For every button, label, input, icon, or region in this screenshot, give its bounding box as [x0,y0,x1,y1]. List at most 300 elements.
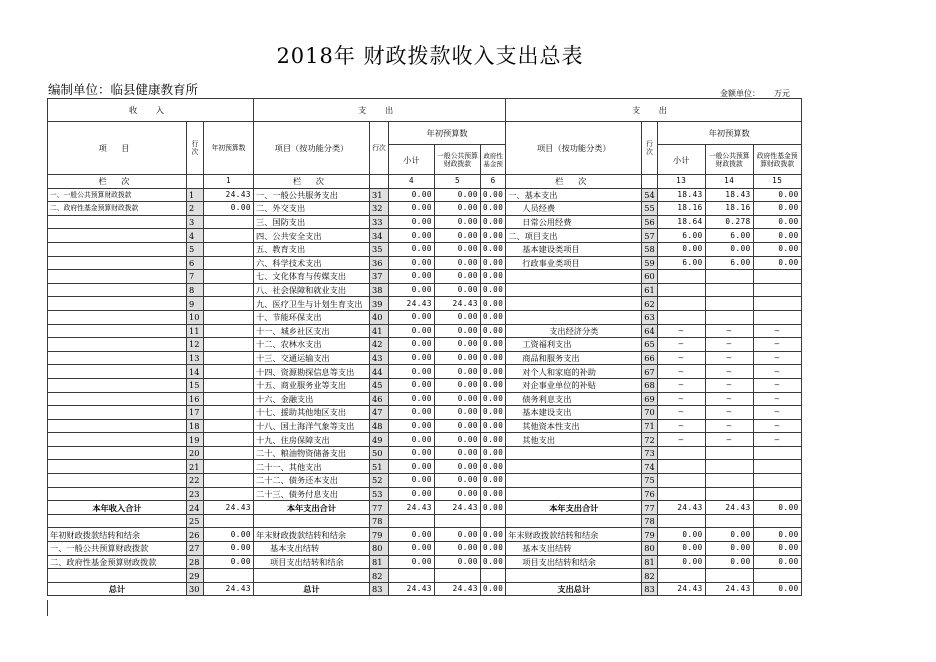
func-general: 24.43 [435,582,481,596]
econ-gov-fund [753,270,801,284]
lan-ci-label-3: 栏 次 [506,175,642,189]
econ-gov-fund: — [753,433,801,447]
econ-gov-fund [753,310,801,324]
general-public-header: 一般公共预算财政拨款 [435,145,481,175]
econ-expense-item: 基本建设支出 [506,406,642,420]
func-subtotal: 0.00 [389,460,435,474]
income-row-no: 5 [187,242,204,256]
func-expense-item: 基本支出结转 [254,542,370,556]
econ-row-no: 65 [642,338,657,352]
econ-subtotal: — [657,378,705,392]
func-general: 24.43 [435,297,481,311]
func-general: 0.00 [435,446,481,460]
income-item [48,338,187,352]
func-row-no: 48 [370,419,389,433]
func-subtotal: 0.00 [389,202,435,216]
econ-expense-item: 人员经费 [506,202,642,216]
col-number: 6 [481,175,506,189]
econ-gov-fund: 0.00 [753,528,801,542]
econ-expense-item [506,474,642,488]
income-item [48,433,187,447]
func-expense-item: 总计 [254,582,370,596]
econ-subtotal: 18.64 [657,215,705,229]
econ-subtotal: 24.43 [657,501,705,515]
econ-expense-item [506,460,642,474]
econ-expense-item: 工资福利支出 [506,338,642,352]
econ-general [705,487,753,501]
econ-row-no: 66 [642,351,657,365]
table-row [48,582,802,596]
func-general: 0.00 [435,283,481,297]
func-gov-fund: 0.00 [481,297,506,311]
econ-expense-item: 行政事业类项目 [506,256,642,270]
func-subtotal: 0.00 [389,378,435,392]
budget-table [47,98,802,596]
func-subtotal [389,569,435,583]
econ-subtotal: — [657,406,705,420]
func-gov-fund [481,569,506,583]
func-gov-fund: 0.00 [481,270,506,284]
func-general: 0.00 [435,474,481,488]
func-subtotal: 0.00 [389,229,435,243]
econ-gov-fund: — [753,365,801,379]
income-row-no: 24 [187,501,204,515]
income-row-no: 9 [187,297,204,311]
econ-expense-item: 日常公用经费 [506,215,642,229]
econ-subtotal [657,460,705,474]
func-expense-item [254,514,370,528]
general-public-header-2: 一般公共预算财政拨款 [705,145,753,175]
func-gov-fund: 0.00 [481,338,506,352]
econ-subtotal [657,474,705,488]
econ-expense-item: 对个人和家庭的补助 [506,365,642,379]
income-amount [204,283,254,297]
econ-gov-fund [753,569,801,583]
func-general: 0.00 [435,542,481,556]
income-amount: 24.43 [204,188,254,202]
header-row-sections [48,99,802,122]
func-general: 0.00 [435,256,481,270]
econ-subtotal [657,446,705,460]
func-row-no: 78 [370,514,389,528]
func-subtotal: 0.00 [389,283,435,297]
func-general: 0.00 [435,215,481,229]
income-row-no: 17 [187,406,204,420]
lan-ci-label-2: 栏 次 [254,175,370,189]
econ-subtotal: 0.00 [657,542,705,556]
econ-row-no: 82 [642,569,657,583]
income-item [48,392,187,406]
econ-row-no: 71 [642,419,657,433]
income-item [48,229,187,243]
econ-general: 18.16 [705,202,753,216]
table-row [48,569,802,583]
func-row-no: 39 [370,297,389,311]
org-label: 编制单位：临县健康教育所 [48,82,199,97]
func-gov-fund: 0.00 [481,392,506,406]
table-row [48,555,802,569]
income-row-no: 29 [187,569,204,583]
econ-gov-fund: 0.00 [753,555,801,569]
income-amount [204,487,254,501]
func-expense-item [254,569,370,583]
func-row-no: 80 [370,542,389,556]
econ-expense-item: 一、基本支出 [506,188,642,202]
func-expense-item: 年末财政拨款结转和结余 [254,528,370,542]
income-amount [204,392,254,406]
income-row-no: 13 [187,351,204,365]
income-row-no: 23 [187,487,204,501]
income-item [48,460,187,474]
func-general: 0.00 [435,351,481,365]
func-subtotal: 0.00 [389,555,435,569]
func-row-no: 35 [370,242,389,256]
lan-ci-row [48,175,802,189]
func-row-no: 81 [370,555,389,569]
econ-subtotal: 24.43 [657,582,705,596]
econ-subtotal: 6.00 [657,256,705,270]
table-edge [47,600,48,616]
func-gov-fund: 0.00 [481,446,506,460]
func-item-header-2: 项目（按功能分类） [506,122,642,175]
func-general: 0.00 [435,310,481,324]
func-gov-fund: 0.00 [481,406,506,420]
econ-subtotal: — [657,351,705,365]
func-gov-fund: 0.00 [481,542,506,556]
func-subtotal: 0.00 [389,542,435,556]
income-row-no: 28 [187,555,204,569]
func-gov-fund: 0.00 [481,378,506,392]
econ-expense-item: 支出经济分类 [506,324,642,338]
func-subtotal: 24.43 [389,297,435,311]
item-header: 项 目 [48,122,187,175]
func-general: 0.00 [435,242,481,256]
col-number: 14 [705,175,753,189]
econ-expense-item: 基本支出结转 [506,542,642,556]
econ-row-no: 69 [642,392,657,406]
table-row [48,474,802,488]
func-general: 0.00 [435,487,481,501]
income-amount [204,270,254,284]
func-expense-item: 十七、援助其他地区支出 [254,406,370,420]
econ-general [705,460,753,474]
econ-row-no: 74 [642,460,657,474]
income-item [48,487,187,501]
econ-row-no: 75 [642,474,657,488]
econ-expense-item: 债务利息支出 [506,392,642,406]
income-row-no: 11 [187,324,204,338]
econ-subtotal: 0.00 [657,555,705,569]
econ-gov-fund: — [753,338,801,352]
table-row [48,460,802,474]
econ-row-no: 76 [642,487,657,501]
func-expense-item: 二十三、债务付息支出 [254,487,370,501]
func-expense-item: 十二、农林水支出 [254,338,370,352]
income-row-no: 8 [187,283,204,297]
gov-fund-header-2: 政府性基金预算财政拨款 [753,145,801,175]
income-row-no: 15 [187,378,204,392]
income-item [48,474,187,488]
econ-expense-item [506,446,642,460]
econ-expense-item: 本年支出合计 [506,501,642,515]
econ-subtotal [657,487,705,501]
econ-row-no: 80 [642,542,657,556]
econ-gov-fund: — [753,324,801,338]
income-item [48,256,187,270]
income-item: 年初财政拨款结转和结余 [48,528,187,542]
income-amount [204,433,254,447]
econ-gov-fund: 0.00 [753,501,801,515]
econ-row-no: 78 [642,514,657,528]
func-expense-item: 十九、住房保障支出 [254,433,370,447]
year-budget-num-header: 年初预算数 [204,122,254,175]
econ-general: 0.00 [705,528,753,542]
func-subtotal: 0.00 [389,270,435,284]
econ-gov-fund: — [753,378,801,392]
func-subtotal: 0.00 [389,419,435,433]
func-row-no: 44 [370,365,389,379]
econ-subtotal: 0.00 [657,242,705,256]
func-row-no: 37 [370,270,389,284]
func-gov-fund: 0.00 [481,283,506,297]
func-row-no: 43 [370,351,389,365]
income-row-no: 12 [187,338,204,352]
income-item [48,365,187,379]
income-item [48,324,187,338]
func-gov-fund: 0.00 [481,528,506,542]
func-subtotal: 0.00 [389,365,435,379]
income-amount [204,324,254,338]
econ-expense-item: 其他资本性支出 [506,419,642,433]
econ-gov-fund: — [753,392,801,406]
func-gov-fund: 0.00 [481,256,506,270]
econ-expense-item [506,310,642,324]
econ-general [705,446,753,460]
col-number: 15 [753,175,801,189]
income-amount: 0.00 [204,542,254,556]
income-item [48,270,187,284]
func-expense-item: 八、社会保障和就业支出 [254,283,370,297]
income-amount [204,514,254,528]
income-row-no: 14 [187,365,204,379]
table-row [48,229,802,243]
income-amount [204,229,254,243]
econ-general: 0.278 [705,215,753,229]
table-row [48,365,802,379]
func-expense-item: 二十、粮油物资储备支出 [254,446,370,460]
func-general: 0.00 [435,338,481,352]
func-general: 0.00 [435,270,481,284]
year-budget-header: 年初预算数 [389,122,506,145]
col-number: 5 [435,175,481,189]
func-general: 0.00 [435,202,481,216]
func-gov-fund: 0.00 [481,365,506,379]
econ-row-no: 62 [642,297,657,311]
func-row-no: 51 [370,460,389,474]
econ-subtotal [657,283,705,297]
econ-general: — [705,433,753,447]
income-amount: 0.00 [204,202,254,216]
econ-row-no: 60 [642,270,657,284]
income-amount: 0.00 [204,528,254,542]
econ-row-no: 56 [642,215,657,229]
row-no-header: 行次 [187,122,204,175]
row-no-header-2: 行次 [370,122,389,175]
income-amount: 24.43 [204,501,254,515]
income-amount [204,419,254,433]
func-row-no: 41 [370,324,389,338]
econ-expense-item: 商品和服务支出 [506,351,642,365]
income-row-no: 30 [187,582,204,596]
econ-gov-fund: 0.00 [753,215,801,229]
econ-general: 0.00 [705,542,753,556]
func-subtotal: 0.00 [389,474,435,488]
income-row-no: 3 [187,215,204,229]
income-item: 总计 [48,582,187,596]
func-expense-item: 六、科学技术支出 [254,256,370,270]
func-gov-fund: 0.00 [481,229,506,243]
econ-row-no: 79 [642,528,657,542]
income-row-no: 25 [187,514,204,528]
income-amount [204,256,254,270]
func-subtotal: 0.00 [389,392,435,406]
func-gov-fund: 0.00 [481,188,506,202]
income-row-no: 19 [187,433,204,447]
econ-general: 0.00 [705,242,753,256]
func-subtotal: 0.00 [389,242,435,256]
func-expense-item: 四、公共安全支出 [254,229,370,243]
income-amount [204,378,254,392]
income-item [48,378,187,392]
func-gov-fund: 0.00 [481,474,506,488]
table-row [48,487,802,501]
econ-general [705,569,753,583]
econ-expense-item [506,283,642,297]
econ-row-no: 63 [642,310,657,324]
income-row-no: 6 [187,256,204,270]
income-item [48,283,187,297]
econ-gov-fund [753,474,801,488]
table-row [48,270,802,284]
econ-subtotal [657,569,705,583]
func-subtotal: 0.00 [389,324,435,338]
income-amount [204,242,254,256]
func-subtotal: 0.00 [389,256,435,270]
econ-general: 6.00 [705,229,753,243]
expense-header-econ: 支 出 [506,99,801,122]
econ-row-no: 58 [642,242,657,256]
func-general: 0.00 [435,555,481,569]
econ-gov-fund: 0.00 [753,202,801,216]
table-row [48,215,802,229]
econ-gov-fund: 0.00 [753,256,801,270]
table-row [48,242,802,256]
func-row-no: 40 [370,310,389,324]
func-expense-item: 本年支出合计 [254,501,370,515]
func-item-header: 项目（按功能分类） [254,122,370,175]
income-item [48,514,187,528]
func-subtotal: 0.00 [389,338,435,352]
func-row-no: 47 [370,406,389,420]
econ-row-no: 73 [642,446,657,460]
func-general: 0.00 [435,433,481,447]
subtotal-header-2: 小计 [657,145,705,175]
income-amount [204,474,254,488]
func-gov-fund: 0.00 [481,501,506,515]
table-row [48,338,802,352]
func-row-no: 53 [370,487,389,501]
income-item [48,215,187,229]
income-amount [204,310,254,324]
func-expense-item: 十五、商业服务业等支出 [254,378,370,392]
income-row-no: 16 [187,392,204,406]
func-general [435,514,481,528]
func-row-no: 32 [370,202,389,216]
income-row-no: 20 [187,446,204,460]
econ-general: 24.43 [705,501,753,515]
econ-gov-fund: 0.00 [753,542,801,556]
col-number: 4 [389,175,435,189]
econ-general: — [705,378,753,392]
econ-row-no: 57 [642,229,657,243]
econ-general: — [705,365,753,379]
func-subtotal: 0.00 [389,487,435,501]
income-amount [204,569,254,583]
econ-row-no: 81 [642,555,657,569]
func-gov-fund: 0.00 [481,460,506,474]
econ-general: 0.00 [705,555,753,569]
table-row [48,392,802,406]
func-gov-fund: 0.00 [481,582,506,596]
func-gov-fund: 0.00 [481,324,506,338]
econ-general [705,310,753,324]
income-amount [204,215,254,229]
income-row-no: 1 [187,188,204,202]
income-row-no: 22 [187,474,204,488]
econ-gov-fund [753,297,801,311]
econ-row-no: 67 [642,365,657,379]
func-row-no: 31 [370,188,389,202]
econ-gov-fund: 0.00 [753,188,801,202]
func-subtotal: 0.00 [389,310,435,324]
econ-gov-fund: 0.00 [753,229,801,243]
func-gov-fund: 0.00 [481,433,506,447]
econ-expense-item: 项目支出结转和结余 [506,555,642,569]
table-row [48,188,802,202]
func-row-no: 42 [370,338,389,352]
econ-expense-item [506,569,642,583]
econ-subtotal: — [657,433,705,447]
func-subtotal: 0.00 [389,351,435,365]
econ-row-no: 72 [642,433,657,447]
income-item [48,406,187,420]
income-item: 一、一般公共预算财政拨款 [48,542,187,556]
econ-gov-fund: — [753,419,801,433]
func-subtotal [389,514,435,528]
econ-expense-item [506,487,642,501]
func-general: 0.00 [435,392,481,406]
econ-gov-fund [753,514,801,528]
table-row [48,514,802,528]
econ-row-no: 54 [642,188,657,202]
econ-subtotal: 18.43 [657,188,705,202]
income-item [48,297,187,311]
econ-row-no: 55 [642,202,657,216]
income-amount [204,365,254,379]
func-expense-item: 五、教育支出 [254,242,370,256]
econ-gov-fund [753,460,801,474]
income-row-no: 18 [187,419,204,433]
